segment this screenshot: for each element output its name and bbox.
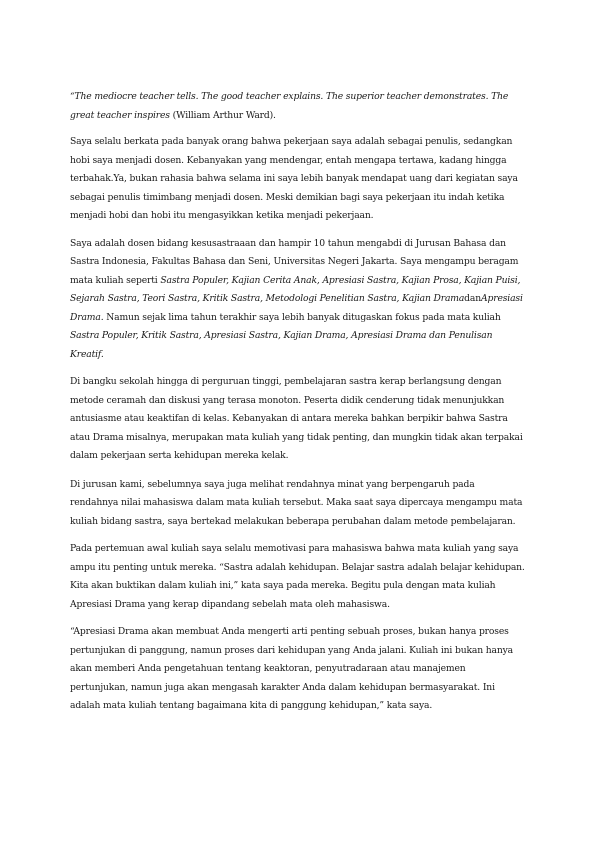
paragraph-5: Pada pertemuan awal kuliah saya selalu memotivasi para mahasiswa bahwa mata kuliah yang saya ampu itu penting untuk mereka. “Sastra adalah kehidupan. Belajar sastra adalah belajar kehidupan. Kita akan buktikan dalam kuliah ini,” kata saya pada mereka. Begitu pula dengan mata kuliah Apresiasi Drama yang kerap dipandang sebelah mata oleh mahasiswa. (70, 543, 525, 610)
opening-quote (70, 88, 525, 125)
paragraph-2-text-2: dan (464, 293, 481, 304)
paragraph-2-course-2: Apresiasi Drama (70, 293, 523, 323)
paragraph-2-courses-1: Sastra Populer, Kajian Cerita Anak, Apresiasi Sastra, Kajian Prosa, Kajian Puisi, Sejarah Sastra, Teori Sastra, Kritik Sastra, Metodologi Penelitian Sastra, Kajian Drama (70, 274, 521, 304)
paragraph-1: Saya selalu berkata pada banyak orang bahwa pekerjaan saya adalah sebagai penulis, sedangkan hobi saya menjadi dosen. Kebanyakan yang mendengar, entah mengapa tertawa, kadang hingga terbahak.Ya, bukan rahasia bahwa selama ini saya lebih banyak mendapat uang dari kegiatan saya sebagai penulis timimbang menjadi dosen. Meski demikian bagi saya pekerjaan itu indah ketika menjadi hobi dan hobi itu mengasyikkan ketika menjadi pekerjaan. (70, 136, 518, 221)
quote-attribution: (William Arthur Ward). (169, 109, 276, 121)
quote-text: “The mediocre teacher tells. The good teacher explains. The superior teacher demonstrates. The great teacher inspires (70, 91, 509, 121)
paragraph-2 (70, 235, 525, 365)
paragraph-2-text-3: . Namun sejak lima tahun terakhir saya lebih banyak ditugaskan fokus pada mata kuliah (100, 311, 501, 323)
paragraph-3: Di bangku sekolah hingga di perguruan tinggi, pembelajaran sastra kerap berlangsung dengan metode ceramah dan diskusi yang terasa monoton. Peserta didik cenderung tidak menunjukkan antusiasme atau keaktifan di kelas. Kebanyakan di antara mereka bahkan berpikir bahwa Sastra atau Drama misalnya, merupakan mata kuliah yang tidak penting, dan mungkin tidak akan terpakai dalam pekerjaan serta kehidupan mereka kelak. (70, 376, 523, 461)
paragraph-2-courses-3: Sastra Populer, Kritik Sastra, Apresiasi Sastra, Kajian Drama, Apresiasi Drama dan Penulisan Kreatif. (70, 330, 493, 360)
paragraph-6: “Apresiasi Drama akan membuat Anda mengerti arti penting sebuah proses, bukan hanya proses pertunjukan di panggung, namun proses dari kehidupan yang Anda jalani. Kuliah ini bukan hanya akan memberi Anda pengetahuan tentang keaktoran, penyutradaraan atau manajemen pertunjukan, namun juga akan mengasah karakter Anda dalam kehidupan bermasyarakat. Ini adalah mata kuliah tentang bagaimana kita di panggung kehidupan,” kata saya. (70, 626, 513, 711)
paragraph-4: Di jurusan kami, sebelumnya saya juga melihat rendahnya minat yang berpengaruh pada rendahnya nilai mahasiswa dalam mata kuliah tersebut. Maka saat saya dipercaya mengampu mata kuliah bidang sastra, saya bertekad melakukan beberapa perubahan dalam metode pembelajaran. (70, 478, 523, 527)
paragraph-2-text-1: Saya adalah dosen bidang kesusastraaan dan hampir 10 tahun mengabdi di Jurusan Bahasa dan Sastra Indonesia, Fakultas Bahasa dan Seni, Universitas Negeri Jakarta. Saya mengampu beragam mata kuliah seperti (70, 237, 519, 286)
document-page (70, 88, 525, 725)
